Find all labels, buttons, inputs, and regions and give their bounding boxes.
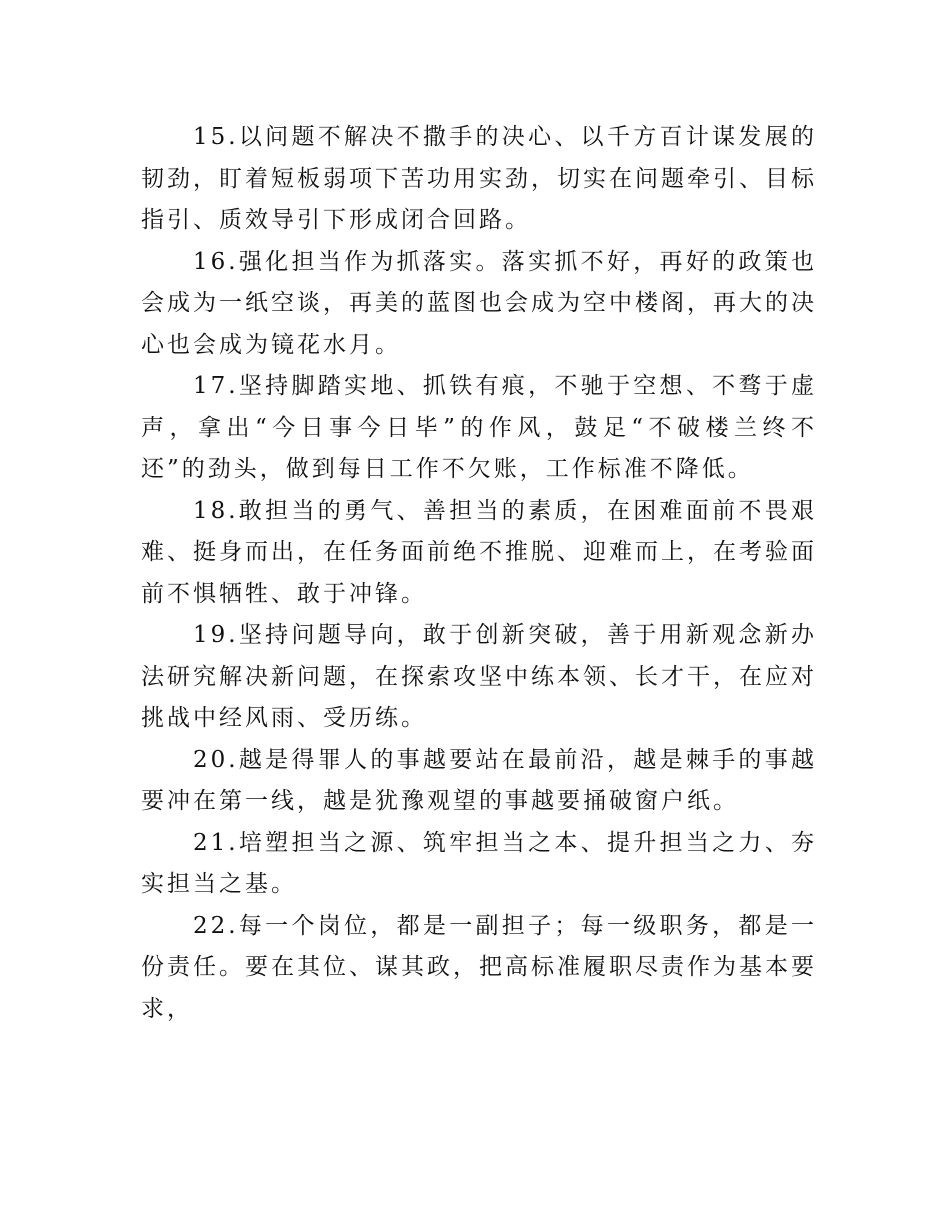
- paragraph-21: 21.培塑担当之源、筑牢担当之本、提升担当之力、夯实担当之基。: [141, 829, 817, 897]
- paragraph-15: 15.以问题不解决不撒手的决心、以千方百计谋发展的韧劲，盯着短板弱项下苦功用实劲，切实在问题牵引、目标指引、质效导引下形成闭合回路。: [141, 124, 817, 233]
- paragraph-17: 17.坚持脚踏实地、抓铁有痕，不驰于空想、不骛于虚声，拿出“今日事今日毕”的作风，鼓足“不破楼兰终不还”的劲头，做到每日工作不欠账，工作标准不降低。: [141, 373, 817, 482]
- paragraph-19: 19.坚持问题导向，敢于创新突破，善于用新观念新办法研究解决新问题，在探索攻坚中练本领、长才干，在应对挑战中经风雨、受历练。: [141, 622, 817, 731]
- paragraph-22: 22.每一个岗位，都是一副担子；每一级职务，都是一份责任。要在其位、谋其政，把高标准履职尽责作为基本要求，: [141, 912, 817, 1022]
- paragraph-20: 20.越是得罪人的事越要站在最前沿，越是棘手的事越要冲在第一线，越是犹豫观望的事越要捅破窗户纸。: [141, 746, 817, 814]
- paragraph-16: 16.强化担当作为抓落实。落实抓不好，再好的政策也会成为一纸空谈，再美的蓝图也会成为空中楼阁，再大的决心也会成为镜花水月。: [141, 248, 817, 358]
- paragraph-18: 18.敢担当的勇气、善担当的素质，在困难面前不畏艰难、挺身而出，在任务面前绝不推脱、迎难而上，在考验面前不惧牺牲、敢于冲锋。: [141, 497, 817, 607]
- document-body: [141, 117, 817, 1030]
